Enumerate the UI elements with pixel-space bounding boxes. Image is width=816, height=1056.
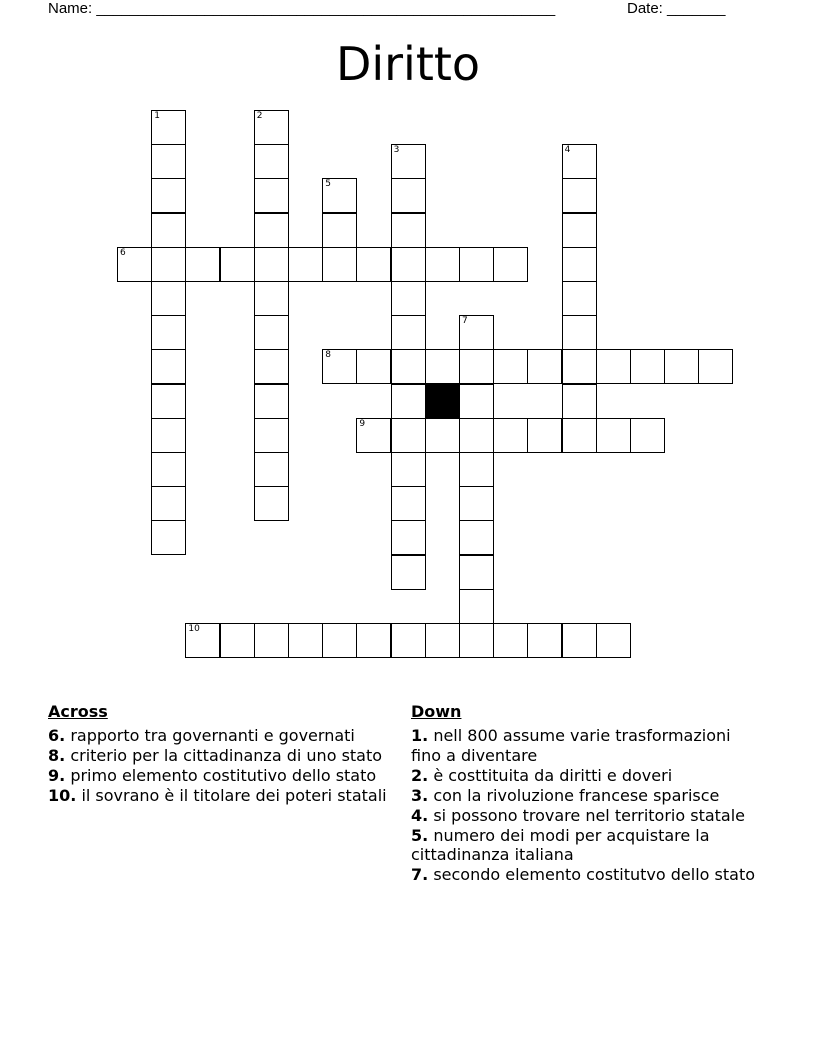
grid-cell[interactable] bbox=[391, 178, 426, 213]
page-title: Diritto bbox=[335, 37, 481, 91]
grid-cell[interactable] bbox=[425, 349, 460, 384]
clue-number: 8 bbox=[325, 350, 331, 361]
clue-text: si possono trovare nel territorio statale bbox=[433, 805, 746, 825]
grid-cell[interactable] bbox=[322, 247, 357, 282]
grid-cell[interactable] bbox=[459, 384, 494, 419]
clue-text: criterio per la cittadinanza di uno stato bbox=[70, 746, 383, 765]
grid-cell[interactable] bbox=[391, 349, 426, 384]
clue-number-label: 9. bbox=[48, 766, 66, 785]
clue-number-label: 5. bbox=[411, 825, 429, 845]
grid-cell[interactable] bbox=[220, 247, 255, 282]
grid-cell[interactable] bbox=[425, 418, 460, 453]
grid-cell[interactable] bbox=[562, 247, 597, 282]
across-heading: Across bbox=[48, 702, 108, 721]
grid-cell[interactable] bbox=[527, 418, 562, 453]
clue-number-label: 7. bbox=[411, 865, 429, 884]
grid-cell[interactable] bbox=[493, 247, 528, 282]
clue-item bbox=[411, 826, 761, 865]
clue-number: 4 bbox=[564, 145, 571, 156]
grid-cell[interactable] bbox=[425, 247, 460, 282]
grid-cell[interactable] bbox=[425, 623, 460, 658]
grid-cell[interactable] bbox=[254, 213, 289, 248]
clue-item bbox=[411, 766, 761, 786]
clue-item bbox=[48, 726, 388, 746]
clue-text: il sovrano è il titolare dei poteri statali bbox=[81, 786, 387, 805]
grid-cell[interactable] bbox=[254, 281, 289, 316]
clue-text: numero dei modi per acquistare la cittadinanza italiana bbox=[411, 825, 710, 864]
grid-cell[interactable] bbox=[459, 589, 494, 624]
grid-cell[interactable] bbox=[596, 349, 631, 384]
black-cell bbox=[425, 384, 460, 419]
clue-number-label: 6. bbox=[48, 726, 66, 745]
grid-cell[interactable] bbox=[459, 520, 494, 555]
grid-cell[interactable] bbox=[254, 144, 289, 179]
grid-cell[interactable] bbox=[527, 623, 562, 658]
grid-cell[interactable] bbox=[356, 349, 391, 384]
grid-cell[interactable] bbox=[562, 384, 597, 419]
grid-cell[interactable] bbox=[630, 418, 665, 453]
grid-cell[interactable] bbox=[322, 349, 357, 384]
grid-cell[interactable] bbox=[562, 178, 597, 213]
grid-cell[interactable] bbox=[151, 178, 186, 213]
grid-cell[interactable] bbox=[493, 418, 528, 453]
grid-cell[interactable] bbox=[391, 520, 426, 555]
grid-cell[interactable] bbox=[254, 110, 289, 145]
grid-cell[interactable] bbox=[356, 623, 391, 658]
grid-cell[interactable] bbox=[151, 110, 186, 145]
clue-text: con la rivoluzione francese sparisce bbox=[433, 785, 720, 805]
clue-item bbox=[48, 746, 388, 766]
grid-cell[interactable] bbox=[356, 247, 391, 282]
grid-cell[interactable] bbox=[391, 281, 426, 316]
grid-cell[interactable] bbox=[254, 418, 289, 453]
grid-cell[interactable] bbox=[254, 486, 289, 521]
clue-text: primo elemento costitutivo dello stato bbox=[70, 766, 377, 785]
clue-item bbox=[411, 865, 761, 885]
grid-cell[interactable] bbox=[151, 452, 186, 487]
grid-cell[interactable] bbox=[288, 247, 323, 282]
grid-cell[interactable] bbox=[185, 247, 220, 282]
grid-cell[interactable] bbox=[459, 486, 494, 521]
down-clues bbox=[411, 702, 761, 885]
clue-number-label: 3. bbox=[411, 785, 429, 805]
grid-cell[interactable] bbox=[356, 418, 391, 453]
grid-cell[interactable] bbox=[459, 555, 494, 590]
clue-number-label: 10. bbox=[48, 786, 77, 805]
grid-cell[interactable] bbox=[459, 623, 494, 658]
clue-number: 1 bbox=[154, 111, 160, 121]
clue-item bbox=[48, 766, 388, 786]
across-clue-list bbox=[48, 726, 388, 806]
grid-cell[interactable] bbox=[220, 623, 255, 658]
down-clue-list bbox=[411, 726, 761, 885]
grid-cell[interactable] bbox=[185, 623, 220, 658]
grid-cell[interactable] bbox=[151, 520, 186, 555]
grid-cell[interactable] bbox=[391, 555, 426, 590]
clue-number: 6 bbox=[120, 247, 126, 258]
grid-cell[interactable] bbox=[596, 418, 631, 453]
grid-cell[interactable] bbox=[391, 452, 426, 487]
grid-cell[interactable] bbox=[151, 418, 186, 453]
grid-cell[interactable] bbox=[459, 349, 494, 384]
grid-cell[interactable] bbox=[322, 623, 357, 658]
grid-cell[interactable] bbox=[254, 384, 289, 419]
clue-text: è costtituita da diritti e doveri bbox=[433, 765, 673, 785]
grid-cell[interactable] bbox=[562, 144, 597, 179]
grid-cell[interactable] bbox=[698, 349, 733, 384]
grid-cell[interactable] bbox=[493, 623, 528, 658]
grid-cell[interactable] bbox=[664, 349, 699, 384]
grid-cell[interactable] bbox=[562, 349, 597, 384]
clue-number-label: 8. bbox=[48, 746, 66, 765]
grid-cell[interactable] bbox=[391, 623, 426, 658]
grid-cell[interactable] bbox=[391, 384, 426, 419]
clue-item bbox=[48, 786, 388, 806]
clue-number-label: 4. bbox=[411, 805, 429, 825]
grid-cell[interactable] bbox=[117, 247, 152, 282]
grid-cell[interactable] bbox=[596, 623, 631, 658]
grid-cell[interactable] bbox=[391, 418, 426, 453]
grid-cell[interactable] bbox=[391, 144, 426, 179]
grid-cell[interactable] bbox=[151, 247, 186, 282]
grid-cell[interactable] bbox=[151, 315, 186, 350]
grid-cell[interactable] bbox=[459, 247, 494, 282]
grid-cell[interactable] bbox=[391, 315, 426, 350]
down-heading: Down bbox=[411, 702, 462, 721]
clue-number-label: 1. bbox=[411, 726, 429, 745]
clue-item bbox=[411, 806, 761, 826]
grid-cell[interactable] bbox=[254, 452, 289, 487]
grid-cell[interactable] bbox=[322, 178, 357, 213]
grid-cell[interactable] bbox=[630, 349, 665, 384]
grid-cell[interactable] bbox=[562, 281, 597, 316]
grid-cell[interactable] bbox=[493, 349, 528, 384]
clue-number: 3 bbox=[393, 145, 400, 156]
grid-cell[interactable] bbox=[254, 178, 289, 213]
clue-item bbox=[411, 786, 761, 806]
grid-cell[interactable] bbox=[151, 213, 186, 248]
grid-cell[interactable] bbox=[459, 315, 494, 350]
grid-cell[interactable] bbox=[391, 247, 426, 282]
name-field-label[interactable]: Name: _______________________________________________________ bbox=[48, 0, 556, 17]
clue-text: rapporto tra governanti e governati bbox=[70, 726, 355, 745]
grid-cell[interactable] bbox=[151, 384, 186, 419]
grid-cell[interactable] bbox=[562, 418, 597, 453]
grid-cell[interactable] bbox=[254, 315, 289, 350]
across-clues bbox=[48, 702, 388, 806]
grid-cell[interactable] bbox=[288, 623, 323, 658]
grid-cell[interactable] bbox=[459, 452, 494, 487]
date-field-label[interactable]: Date: _______ bbox=[627, 0, 726, 17]
grid-cell[interactable] bbox=[254, 349, 289, 384]
grid-cell[interactable] bbox=[527, 349, 562, 384]
grid-cell[interactable] bbox=[459, 418, 494, 453]
grid-cell[interactable] bbox=[322, 213, 357, 248]
grid-cell[interactable] bbox=[254, 623, 289, 658]
grid-cell[interactable] bbox=[151, 281, 186, 316]
grid-cell[interactable] bbox=[562, 213, 597, 248]
clue-number: 10 bbox=[188, 624, 200, 634]
grid-cell[interactable] bbox=[562, 623, 597, 658]
grid-cell[interactable] bbox=[562, 315, 597, 350]
clue-number: 7 bbox=[462, 316, 468, 327]
clue-number-label: 2. bbox=[411, 765, 429, 785]
grid-cell[interactable] bbox=[254, 247, 289, 282]
clue-item bbox=[411, 726, 761, 765]
clue-number: 9 bbox=[359, 418, 366, 429]
grid-cell[interactable] bbox=[391, 213, 426, 248]
grid-cell[interactable] bbox=[151, 486, 186, 521]
grid-cell[interactable] bbox=[391, 486, 426, 521]
clue-number: 5 bbox=[325, 179, 331, 190]
clue-number: 2 bbox=[256, 111, 263, 121]
grid-cell[interactable] bbox=[151, 349, 186, 384]
grid-cell[interactable] bbox=[151, 144, 186, 179]
clue-text: nell 800 assume varie trasformazioni fino a diventare bbox=[411, 726, 731, 765]
clue-text: secondo elemento costitutvo dello stato bbox=[433, 865, 756, 884]
